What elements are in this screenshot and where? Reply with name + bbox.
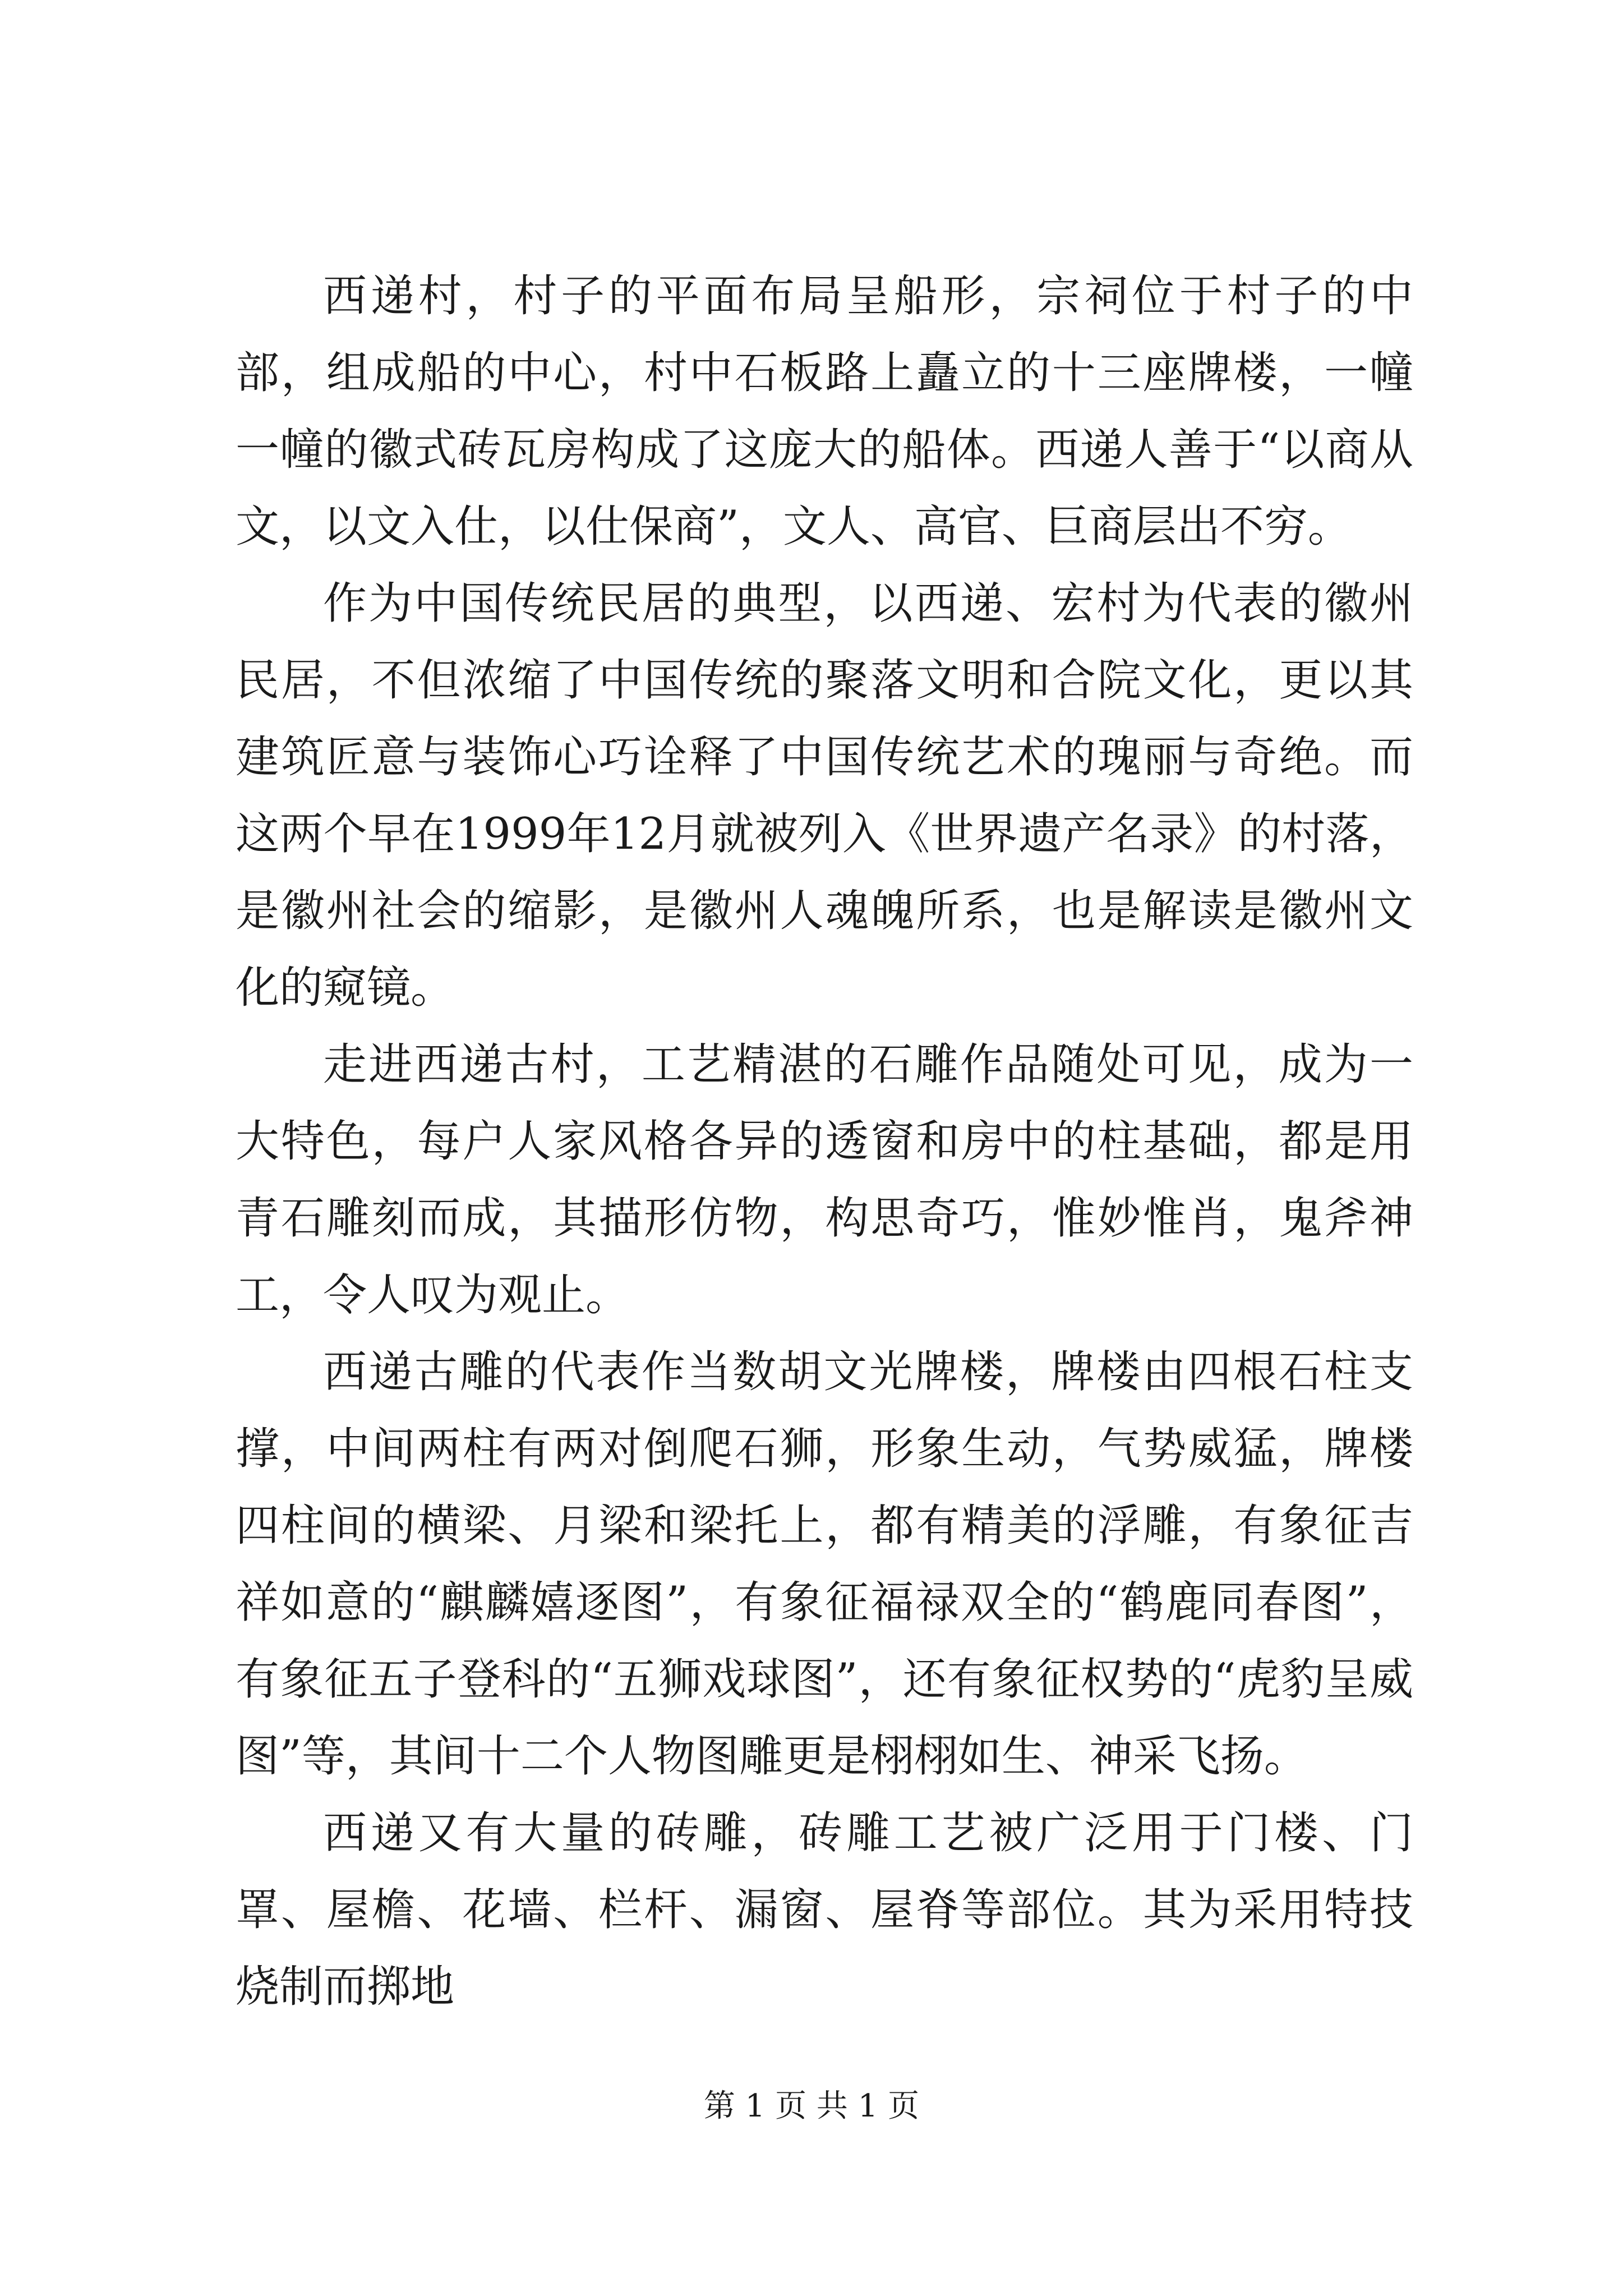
paragraph-3: 走进西递古村，工艺精湛的石雕作品随处可见，成为一大特色，每户人家风格各异的透窗和房中的柱基础，都是用青石雕刻而成，其描形仿物，构思奇巧，惟妙惟肖，鬼斧神工，令人叹为观止。 — [236, 1039, 1413, 1320]
paragraph-1: 西递村，村子的平面布局呈船形，宗祠位于村子的中部，组成船的中心，村中石板路上矗立的十三座牌楼，一幢一幢的徽式砖瓦房构成了这庞大的船体。西递人善于“以商从文，以文入仕，以仕保商”，文人、高官、巨商层出不穷。 — [236, 271, 1413, 552]
paragraph-2: 作为中国传统民居的典型，以西递、宏村为代表的徽州民居，不但浓缩了中国传统的聚落文明和合院文化，更以其建筑匠意与装饰心巧诠释了中国传统艺术的瑰丽与奇绝。而这两个早在1999年12月就被列入《世界遗产名录》的村落，是徽州社会的缩影，是徽州人魂魄所系，也是解读是徽州文化的窥镜。 — [236, 578, 1413, 1013]
body-text — [236, 258, 1413, 2026]
paragraph-5: 西递又有大量的砖雕，砖雕工艺被广泛用于门楼、门罩、屋檐、花墙、栏杆、漏窗、屋脊等部位。其为采用特技烧制而掷地 — [236, 1808, 1413, 2012]
page-footer: 第 1 页 共 1 页 — [703, 2088, 920, 2124]
paragraph-4: 西递古雕的代表作当数胡文光牌楼，牌楼由四根石柱支撑，中间两柱有两对倒爬石狮，形象生动，气势威猛，牌楼四柱间的横梁、月梁和梁托上，都有精美的浮雕，有象征吉祥如意的“麒麟嬉逐图”，有象征福禄双全的“鹤鹿同春图”，有象征五子登科的“五狮戏球图”，还有象征权势的“虎豹呈威图”等，其间十二个人物图雕更是栩栩如生、神采飞扬。 — [236, 1347, 1413, 1782]
